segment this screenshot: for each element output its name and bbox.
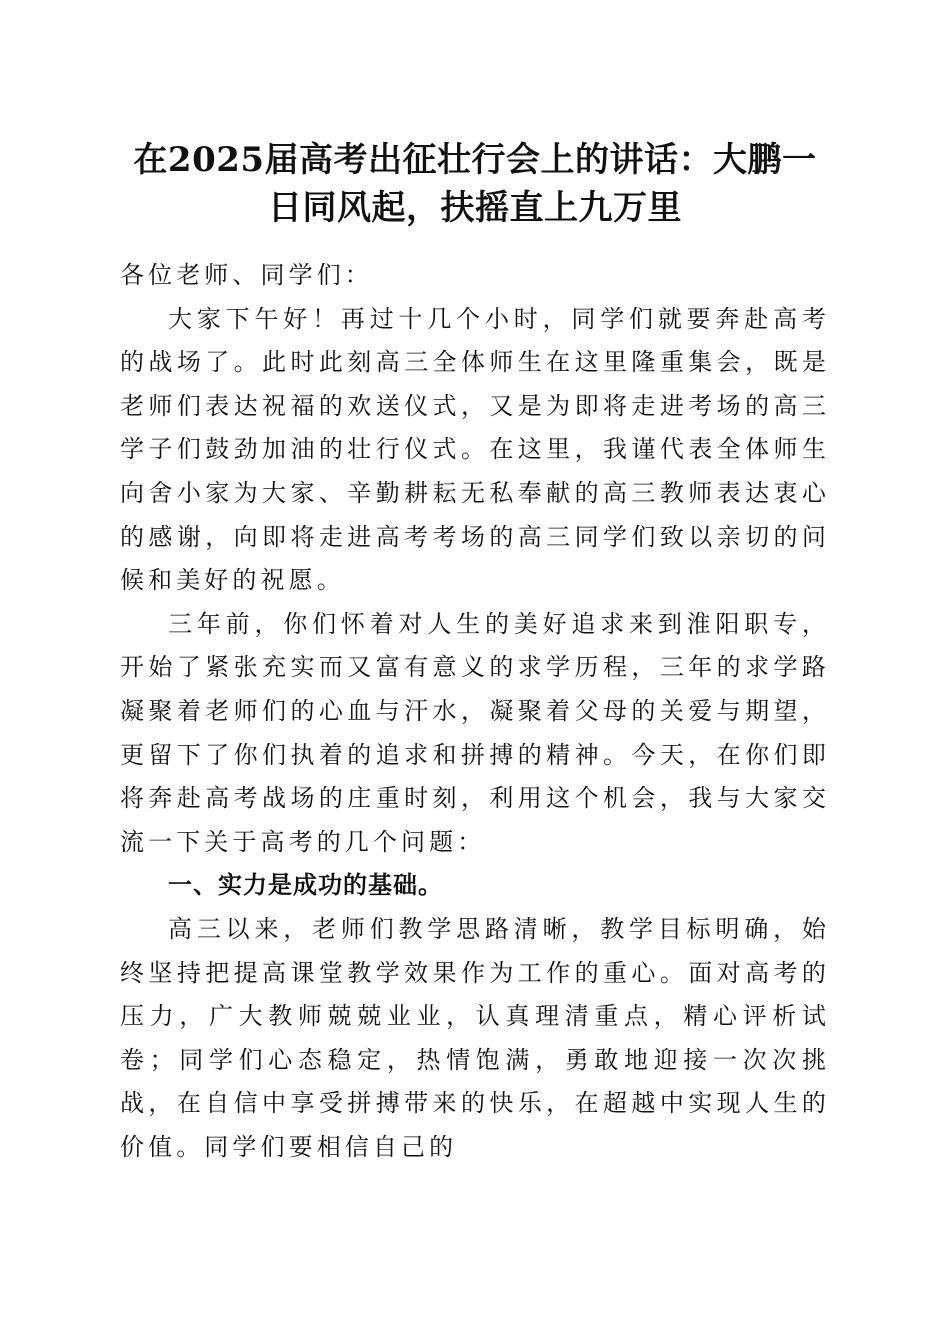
document-body: [120, 254, 830, 1169]
paragraph-section-one: 高三以来，老师们教学思路清晰，教学目标明确，始终坚持把提高课堂教学效果作为工作的重心。面对高考的压力，广大教师兢兢业业，认真理清重点，精心评析试卷；同学们心态稳定，热情饱满，勇敢地迎接一次次挑战，在自信中享受拼搏带来的快乐，在超越中实现人生的价值。同学们要相信自己的: [120, 914, 830, 1161]
document-title: [110, 136, 840, 232]
section-heading: 一、实力是成功的基础。: [168, 871, 443, 900]
paragraph-greeting: 大家下午好！再过十几个小时，同学们就要奔赴高考的战场了。此时此刻高三全体师生在这里隆重集会，既是老师们表达祝福的欢送仪式，又是为即将走进考场的高三学子们鼓劲加油的壮行仪式。在这里，我谨代表全体师生向舍小家为大家、辛勤耕耘无私奉献的高三教师表达衷心的感谢，向即将走进高考考场的高三同学们致以亲切的问候和美好的祝愿。: [120, 304, 830, 595]
salutation: 各位老师、同学们：: [120, 261, 373, 289]
paragraph-three-years: 三年前，你们怀着对人生的美好追求来到淮阳职专，开始了紧张充实而又富有意义的求学历程，三年的求学路凝聚着老师们的心血与汗水，凝聚着父母的关爱与期望，更留下了你们执着的追求和拼搏的精神。今天，在你们即将奔赴高考战场的庄重时刻，利用这个机会，我与大家交流一下关于高考的几个问题：: [120, 609, 830, 856]
title-line-2: 日同风起，扶摇直上九万里: [268, 188, 682, 228]
title-line-1: 在2025届高考出征壮行会上的讲话：大鹏一: [133, 140, 817, 180]
